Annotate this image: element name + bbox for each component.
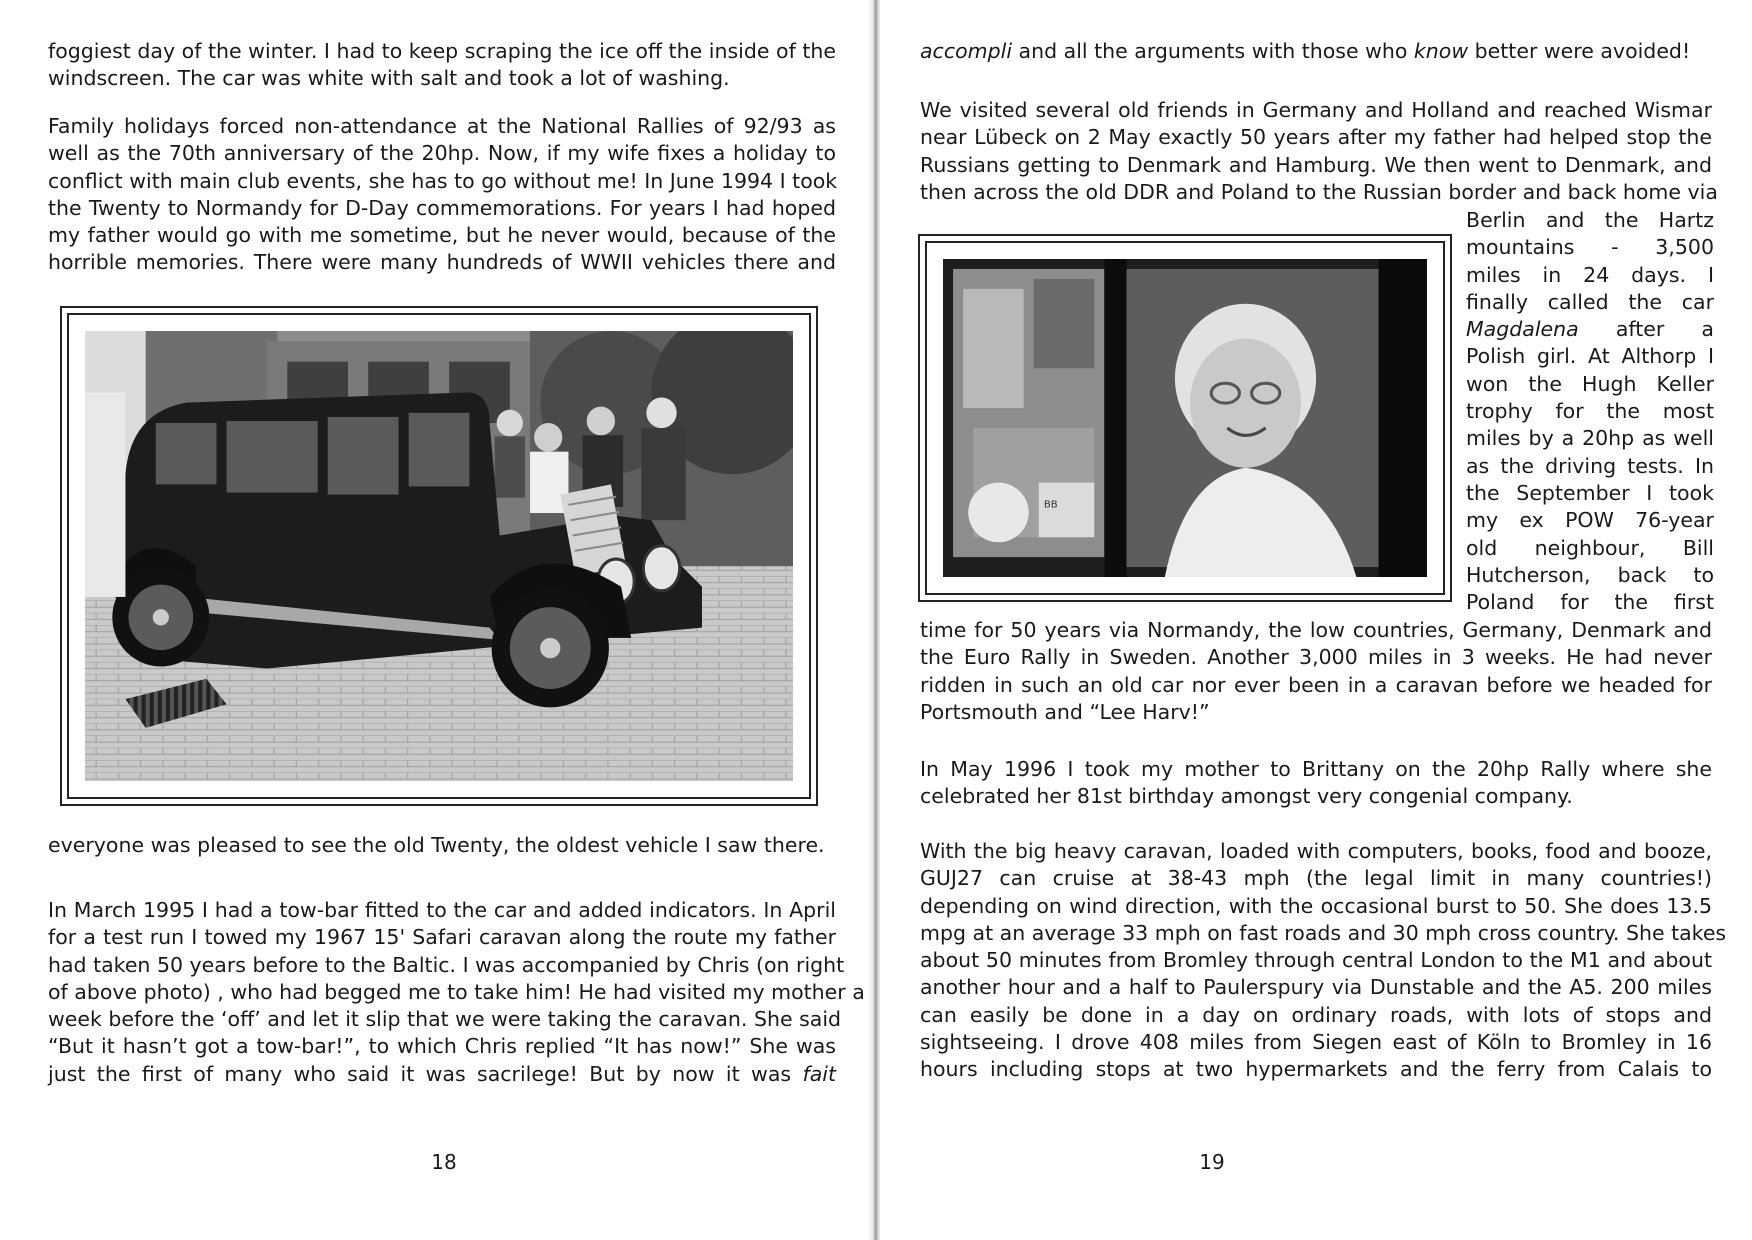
text-line: as the driving tests. In — [1466, 453, 1714, 478]
text-line: sightseeing. I drove 408 miles from Siegen east of Köln to Bromley in 16 — [920, 1030, 1712, 1055]
text-line: In May 1996 I took my mother to Brittany on the 20hp Rally where she — [920, 757, 1712, 781]
text-line: the Euro Rally in Sweden. Another 3,000 miles in 3 weeks. He had never — [920, 645, 1712, 670]
text-line — [1466, 316, 1714, 343]
woman-in-car-illustration — [943, 259, 1427, 577]
text-line: another hour and a half to Paulerspury via Dunstable and the A5. 200 miles — [920, 975, 1712, 1000]
text-line — [48, 1061, 836, 1088]
text-line: trophy for the most — [1466, 399, 1714, 424]
right-paragraph-2 — [920, 97, 1718, 206]
car-photo — [85, 331, 793, 781]
text-segment: better were avoided! — [1468, 39, 1691, 63]
text-segment: just the first of many who said it was sacrilege! But by now it was — [48, 1061, 792, 1086]
sign-text: BB — [1043, 499, 1058, 511]
italic-word: Magdalena — [1466, 317, 1579, 342]
text-line: won the Hugh Keller — [1466, 371, 1714, 396]
text-line: GUJ27 can cruise at 38-43 mph (the legal limit in many countries!) — [920, 866, 1712, 891]
text-line: my father would go with me sometime, but he never would, because of the — [48, 223, 836, 248]
left-paragraph-3 — [48, 832, 836, 859]
text-line: “But it hasn’t got a tow-bar!”, to which Chris replied “It has now!” She was — [48, 1034, 836, 1059]
text-line: Hutcherson, back to — [1466, 562, 1714, 587]
text-line: near Lübeck on 2 May exactly 50 years after my father had helped stop the — [920, 125, 1712, 150]
text-line: Portsmouth and “Lee Harv!” — [920, 699, 1210, 724]
page-number-right — [1182, 1150, 1242, 1174]
text-line: Russians getting to Denmark and Hamburg. We then went to Denmark, and — [920, 152, 1712, 177]
text-line: old neighbour, Bill — [1466, 535, 1714, 560]
text-line: windscreen. The car was white with salt and took a lot of washing. — [48, 66, 730, 91]
text-line: depending on wind direction, with the occasional burst to 50. She does 13.5 — [920, 893, 1712, 918]
text-line: the September I took — [1466, 480, 1714, 505]
text-line: ridden in such an old car nor ever been in a caravan before we headed for — [920, 672, 1712, 697]
sign-card — [1039, 483, 1094, 538]
text-line: mpg at an average 33 mph on fast roads and 30 mph cross country. She takes — [920, 920, 1727, 945]
text-line: had taken 50 years before to the Baltic. I was accompanied by Chris (on right — [48, 952, 845, 977]
portrait-photo-frame — [918, 234, 1452, 602]
text-line — [920, 38, 1712, 65]
text-line: With the big heavy caravan, loaded with computers, books, food and booze, — [920, 839, 1712, 863]
text-line: of above photo) , who had begged me to take him! He had visited my mother a — [48, 979, 865, 1004]
portrait-photo-border — [925, 241, 1445, 595]
text-line: for a test run I towed my 1967 15' Safari caravan along the route my father — [48, 925, 836, 950]
text-line: We visited several old friends in Germany and Holland and reached Wismar — [920, 98, 1712, 122]
text-line: miles by a 20hp as well — [1466, 426, 1714, 451]
wrap-column — [1466, 207, 1714, 616]
text-line: miles in 24 days. I — [1466, 262, 1714, 287]
text-line: mountains - 3,500 — [1466, 235, 1714, 260]
italic-word: fait — [802, 1061, 836, 1086]
right-paragraph-2-tail — [920, 617, 1712, 726]
right-page — [880, 0, 1752, 1240]
right-paragraph-3 — [920, 756, 1712, 811]
vintage-car-illustration — [85, 331, 793, 781]
car-photo-frame — [60, 306, 818, 806]
text-line: can easily be done in a day on ordinary roads, with lots of stops and — [920, 1002, 1712, 1027]
italic-word: accompli — [920, 39, 1013, 63]
text-line: everyone was pleased to see the old Twenty, the oldest vehicle I saw there. — [48, 833, 825, 857]
text-line: Berlin and the Hartz — [1466, 208, 1714, 232]
text-line: my ex POW 76-year — [1466, 508, 1714, 533]
italic-word: know — [1413, 39, 1469, 63]
car-photo-border — [67, 313, 811, 799]
text-segment: and all the arguments with those who — [1012, 39, 1414, 63]
text-line: conflict with main club events, she has to go without me! In June 1994 I took — [48, 168, 838, 193]
text-line: week before the ‘off’ and let it slip that we were taking the caravan. She said — [48, 1007, 842, 1032]
right-paragraph-1 — [920, 38, 1712, 65]
text-line: In March 1995 I had a tow-bar fitted to the car and added indicators. In April — [48, 898, 836, 922]
left-paragraph-1 — [48, 38, 836, 93]
text-line: horrible memories. There were many hundreds of WWII vehicles there and — [48, 250, 836, 275]
text-line: Poland for the first — [1466, 590, 1714, 615]
left-paragraph-4 — [48, 897, 865, 1088]
right-paragraph-4 — [920, 838, 1727, 1084]
text-line: time for 50 years via Normandy, the low countries, Germany, Denmark and — [920, 618, 1712, 642]
portrait-photo — [943, 259, 1427, 577]
text-segment: after a — [1615, 317, 1714, 342]
text-line: foggiest day of the winter. I had to keep scraping the ice off the inside of the — [48, 39, 836, 63]
text-line: celebrated her 81st birthday amongst very congenial company. — [920, 784, 1573, 809]
page-number-text: 19 — [1199, 1150, 1225, 1174]
text-line: Family holidays forced non-attendance at the National Rallies of 92/93 as — [48, 114, 836, 138]
page-number-text: 18 — [431, 1150, 457, 1174]
left-page — [0, 0, 872, 1240]
text-line: then across the old DDR and Poland to the Russian border and back home via — [920, 179, 1718, 204]
text-line: finally called the car — [1466, 289, 1714, 314]
text-line: hours including stops at two hypermarkets and the ferry from Calais to — [920, 1057, 1712, 1082]
page-number-left — [414, 1150, 474, 1174]
left-paragraph-2 — [48, 113, 836, 277]
text-line: well as the 70th anniversary of the 20hp. Now, if my wife fixes a holiday to — [48, 141, 836, 166]
text-line: about 50 minutes from Bromley through central London to the M1 and about — [920, 948, 1712, 973]
text-line: the Twenty to Normandy for D-Day commemorations. For years I had hoped — [48, 195, 836, 220]
text-line: Polish girl. At Althorp I — [1466, 344, 1714, 369]
